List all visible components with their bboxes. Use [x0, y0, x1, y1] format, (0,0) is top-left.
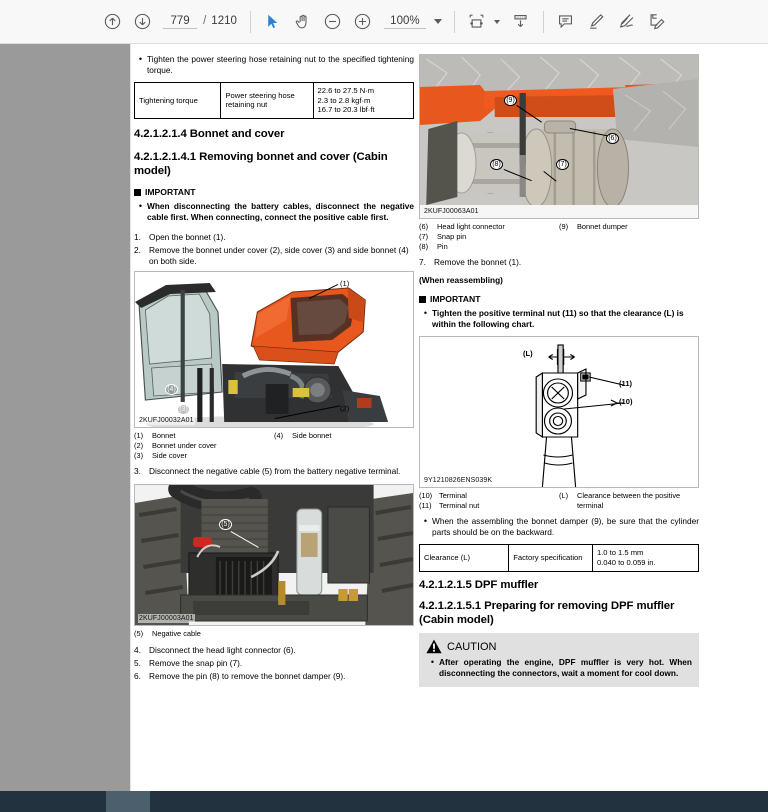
clearance-value-mm: 1.0 to 1.5 mm [596, 548, 644, 558]
zoom-control [384, 15, 442, 29]
figure-bonnet-open [134, 271, 414, 428]
photo-battery [135, 485, 413, 625]
legend-left [419, 222, 559, 252]
draw-button[interactable] [611, 7, 641, 37]
figure-2-legend [134, 629, 414, 639]
torque-values-cell [313, 82, 413, 118]
legend-number: (4) [274, 430, 284, 440]
drawing-battery-terminal [420, 337, 698, 487]
legend-left [419, 491, 559, 511]
prev-page-button[interactable] [97, 7, 127, 37]
callout-5: (5) [219, 519, 232, 530]
step-text: Remove the snap pin (7). [149, 657, 243, 668]
caution-bullet [426, 657, 692, 679]
fit-page-button[interactable] [462, 7, 492, 37]
clearance-table [419, 544, 699, 571]
step-2 [134, 245, 414, 267]
caution-header [426, 639, 692, 654]
torque-part-cell: Power steering hose retaining nut [221, 82, 313, 118]
callout-8: (8) [490, 159, 503, 170]
tightening-torque-table [134, 82, 414, 119]
legend-number: (5) [134, 628, 144, 638]
step-text: Open the bonnet (1). [149, 231, 226, 242]
step-number: 3. [134, 465, 141, 476]
legend-number: (7) [419, 232, 429, 242]
callout-6: (6) [606, 133, 619, 144]
list-item [419, 232, 559, 242]
heading-bonnet-and-cover: 4.2.1.2.1.4 Bonnet and cover [134, 128, 285, 141]
step-1 [134, 232, 414, 243]
torque-value-nm: 22.6 to 27.5 N·m [317, 85, 375, 95]
pdf-toolbar [0, 0, 768, 44]
select-tool-button[interactable] [258, 7, 288, 37]
annotation-group [551, 7, 671, 37]
callout-10: (10) [619, 397, 633, 407]
bullet-text: When the assembling the bonnet damper (9), be sure that the cylinder parts should be on the backward. [432, 516, 699, 538]
callout-4: (4) [165, 384, 178, 395]
important-label: IMPORTANT [145, 186, 196, 197]
power-steering-bullet [134, 54, 414, 76]
list-item [419, 242, 559, 252]
warning-triangle-icon [426, 639, 442, 654]
figure-code-4: 9Y1210826ENS039K [424, 477, 493, 485]
legend-left [134, 431, 274, 461]
legend-number: (11) [419, 501, 432, 511]
legend-number: (9) [559, 222, 569, 231]
zoom-in-button[interactable] [348, 7, 378, 37]
heading-dpf-muffler: 4.2.1.2.1.5 DPF muffler [419, 578, 539, 591]
callout-2: (2) [340, 403, 350, 413]
bullet-glyph: • [430, 657, 435, 668]
list-item [274, 431, 414, 441]
toolbar-divider-1 [250, 11, 251, 33]
legend-number: (8) [419, 242, 429, 252]
next-page-button[interactable] [127, 7, 157, 37]
photo-artwork [420, 55, 698, 218]
taskbar-active-item[interactable] [106, 791, 150, 812]
highlight-button[interactable] [581, 7, 611, 37]
legend-number: (3) [134, 450, 144, 460]
photo-artwork [135, 485, 413, 625]
total-pages-label: 1210 [211, 14, 237, 27]
torque-label-cell: Tightening torque [135, 82, 221, 118]
caution-text: After operating the engine, DPF muffler is very hot. When disconnecting the connectors, wait a moment for cool down. [439, 657, 692, 679]
legend-label: Terminal nut [439, 501, 480, 511]
photo-artwork [135, 272, 413, 427]
page-right-column [419, 54, 699, 687]
page-number-input[interactable]: 779 [163, 15, 197, 29]
step-number: 1. [134, 231, 141, 242]
torque-value-kgf: 2.3 to 2.8 kgf·m [317, 95, 371, 105]
legend-label: Side cover [152, 450, 187, 460]
step-number: 5. [134, 657, 141, 668]
important-text: Tighten the positive terminal nut (11) so that the clearance (L) is within the following chart. [432, 308, 684, 330]
step-number: 7. [419, 257, 426, 268]
legend-left [134, 629, 274, 639]
step-5 [134, 658, 414, 669]
legend-label: Head light connector [437, 222, 505, 231]
list-item [559, 222, 699, 232]
step-6 [134, 671, 414, 682]
step-number: 2. [134, 244, 141, 255]
figure-bonnet-damper [419, 54, 699, 219]
figure-battery [134, 484, 414, 626]
clearance-values-cell [592, 545, 698, 571]
chevron-down-icon[interactable] [434, 19, 442, 24]
legend-right [559, 491, 699, 511]
torque-value-lbf: 16.7 to 20.3 lbf·ft [317, 105, 375, 115]
clearance-label-cell: Clearance (L) [420, 545, 509, 571]
list-item [134, 431, 274, 441]
bullet-glyph: • [423, 516, 428, 527]
figure-code-2: 2KUFJ00003A01 [139, 614, 194, 622]
heading-removing-bonnet-cover: 4.2.1.2.1.4.1 Removing bonnet and cover (Cabin model) [134, 150, 388, 177]
sign-button[interactable] [641, 7, 671, 37]
bullet-glyph: • [138, 54, 143, 64]
legend-label: Clearance between the positive terminal [577, 491, 681, 511]
toolbar-divider-2 [454, 11, 455, 33]
important-bullet-right [419, 308, 699, 330]
important-label: IMPORTANT [430, 294, 481, 305]
legend-number: (2) [134, 440, 144, 450]
drawing-artwork [420, 337, 698, 487]
legend-number: (1) [134, 430, 144, 440]
legend-right [274, 431, 414, 461]
step-4 [134, 645, 414, 656]
step-number: 6. [134, 670, 141, 681]
step-text: Remove the bonnet under cover (2), side cover (3) and side bonnet (4) on both side. [149, 244, 409, 266]
step-7 [419, 257, 699, 268]
toolbar-divider-3 [543, 11, 544, 33]
callout-L: (L) [523, 349, 533, 359]
step-text: Disconnect the negative cable (5) from the battery negative terminal. [149, 465, 401, 476]
step-text: Remove the bonnet (1). [434, 257, 522, 268]
figure-code-3: 2KUFJ00063A01 [424, 207, 479, 215]
comment-button[interactable] [551, 7, 581, 37]
clearance-spec-cell: Factory specification [509, 545, 593, 571]
table-row [135, 82, 414, 118]
legend-label: Bonnet under cover [152, 440, 217, 450]
step-number: 4. [134, 644, 141, 655]
status-bar [0, 791, 768, 812]
table-row [420, 545, 699, 571]
black-square-icon [134, 189, 141, 196]
important-text: When disconnecting the battery cables, disconnect the negative cable first. When connecting, connect the positive cable first. [147, 201, 414, 223]
legend-number: (L) [559, 491, 569, 501]
zoom-level-input[interactable]: 100% [384, 15, 426, 29]
fit-page-chevron-down-icon[interactable] [494, 20, 500, 24]
legend-right [559, 222, 699, 252]
damper-assembly-bullet [419, 516, 699, 538]
step-text: Remove the pin (8) to remove the bonnet damper (9). [149, 670, 346, 681]
bullet-text: Tighten the power steering hose retaining nut to the specified tightening torque. [147, 54, 414, 75]
list-item [419, 501, 559, 511]
legend-label: Pin [437, 242, 448, 252]
figure-3-legend [419, 222, 699, 252]
tools-group [258, 7, 442, 37]
callout-11: (11) [619, 379, 633, 389]
figure-1-legend [134, 431, 414, 461]
black-square-icon [419, 296, 426, 303]
caution-label: CAUTION [447, 640, 497, 653]
page-left-column [134, 54, 414, 684]
legend-label: Negative cable [152, 628, 201, 638]
callout-3: (3) [177, 404, 190, 415]
page-indicator [163, 15, 237, 29]
legend-label: Terminal [439, 491, 467, 501]
figure-battery-terminal [419, 336, 699, 488]
legend-number: (10) [419, 491, 433, 501]
clearance-value-in: 0.040 to 0.059 in. [596, 558, 656, 567]
photo-bonnet-open [135, 272, 413, 427]
list-item [559, 491, 699, 511]
zoom-out-button[interactable] [318, 7, 348, 37]
pan-tool-button[interactable] [288, 7, 318, 37]
important-header-left [134, 187, 414, 198]
figure-code-1: 2KUFJ00032A01 [139, 416, 194, 424]
legend-label: Side bonnet [292, 430, 332, 440]
list-item [419, 491, 559, 501]
when-reassembling-heading: (When reassembling) [419, 275, 503, 286]
scroll-mode-button[interactable] [506, 7, 536, 37]
step-text: Disconnect the head light connector (6). [149, 644, 296, 655]
page-separator: / [203, 14, 207, 27]
pdf-viewer[interactable] [0, 44, 768, 791]
important-bullet-left [134, 201, 414, 223]
important-header-right [419, 294, 699, 305]
view-group [462, 7, 536, 37]
callout-1: (1) [340, 278, 350, 288]
caution-box [419, 633, 699, 687]
figure-4-legend [419, 491, 699, 511]
page-nav-group [97, 7, 243, 37]
callout-9: (9) [504, 95, 517, 106]
list-item [134, 629, 274, 639]
legend-label: Bonnet dumper [577, 222, 628, 231]
callout-7: (7) [556, 159, 569, 170]
photo-bonnet-damper [420, 55, 698, 218]
legend-label: Snap pin [437, 232, 467, 242]
bullet-glyph: • [423, 308, 428, 319]
legend-label: Bonnet [152, 430, 176, 440]
list-item [134, 451, 274, 461]
legend-right [274, 629, 414, 639]
pdf-page [131, 44, 768, 791]
list-item [134, 441, 274, 451]
bullet-glyph: • [138, 201, 143, 212]
step-3 [134, 466, 414, 477]
list-item [419, 222, 559, 232]
legend-number: (6) [419, 222, 429, 231]
heading-preparing-dpf-muffler: 4.2.1.2.1.5.1 Preparing for removing DPF muffler (Cabin model) [419, 599, 675, 626]
